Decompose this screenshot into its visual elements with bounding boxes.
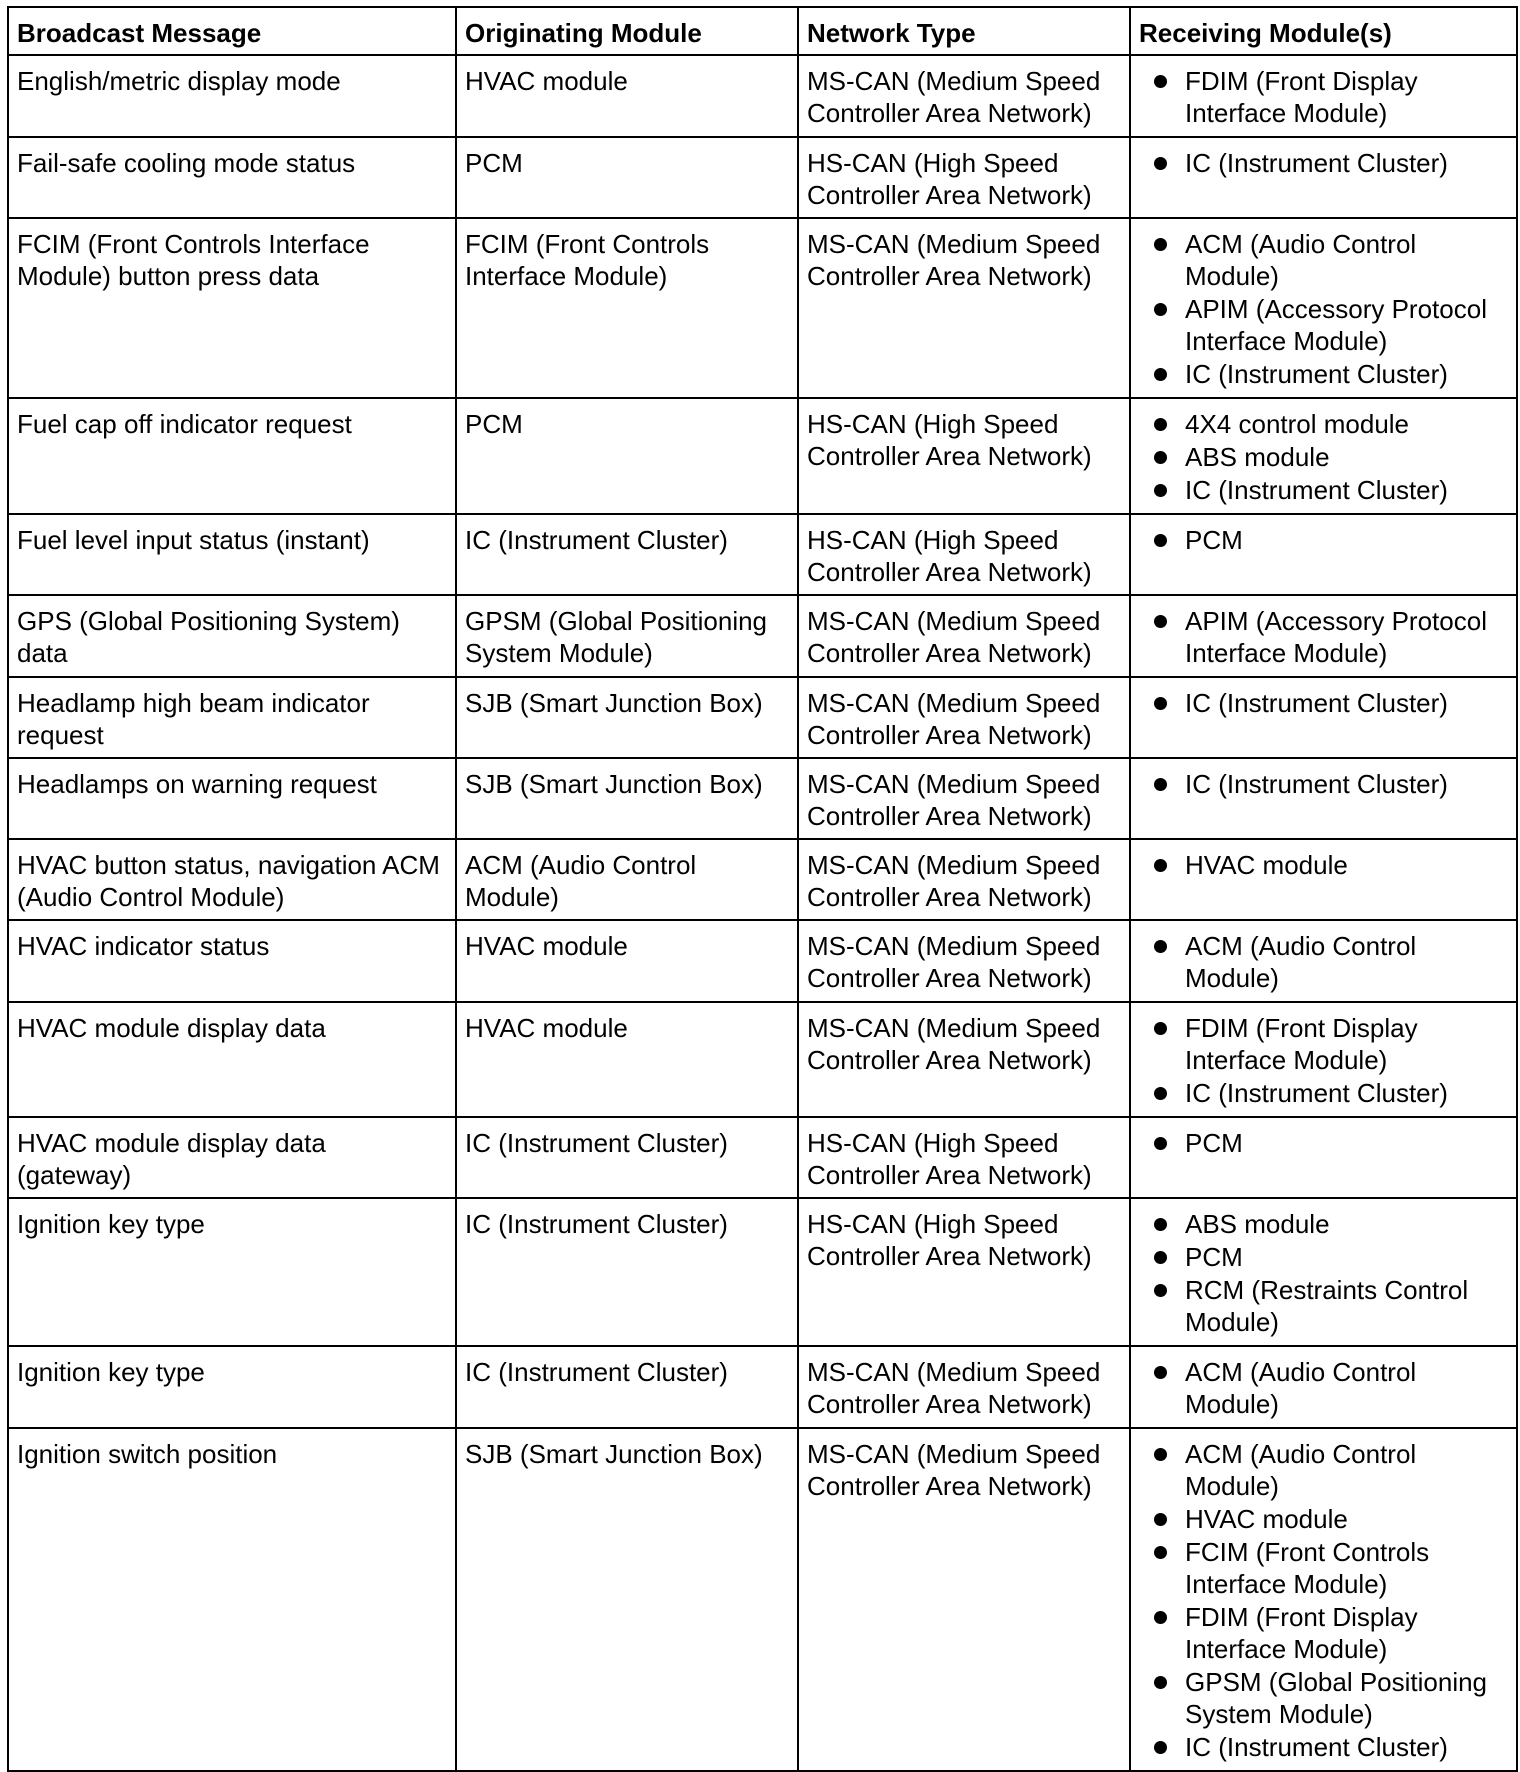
header-receiving-modules: Receiving Module(s) xyxy=(1130,7,1517,55)
cell-receiving-modules xyxy=(1130,398,1517,514)
cell-originating-module: ACM (Audio Control Module) xyxy=(456,839,798,920)
cell-receiving-modules xyxy=(1130,1346,1517,1428)
bullet-icon xyxy=(1154,1741,1167,1754)
bullet-icon xyxy=(1154,1366,1167,1379)
cell-network-type: MS-CAN (Medium Speed Controller Area Network) xyxy=(798,839,1130,920)
bullet-icon xyxy=(1154,238,1167,251)
table-row xyxy=(8,1117,1517,1198)
cell-network-type: MS-CAN (Medium Speed Controller Area Network) xyxy=(798,1428,1130,1771)
bullet-icon xyxy=(1154,1546,1167,1559)
table-row xyxy=(8,1002,1517,1117)
bullet-icon xyxy=(1154,368,1167,381)
list-item xyxy=(1139,1503,1508,1535)
table-body xyxy=(8,55,1517,1771)
cell-receiving-modules xyxy=(1130,595,1517,677)
cell-receiving-modules xyxy=(1130,1002,1517,1117)
bullet-icon xyxy=(1154,778,1167,791)
bullet-icon xyxy=(1154,1676,1167,1689)
table-row xyxy=(8,920,1517,1002)
receiving-module-label: FDIM (Front Display Interface Module) xyxy=(1185,1013,1418,1075)
cell-broadcast-message: Fail-safe cooling mode status xyxy=(8,137,456,218)
bullet-icon xyxy=(1154,940,1167,953)
cell-network-type: MS-CAN (Medium Speed Controller Area Network) xyxy=(798,1002,1130,1117)
bullet-icon xyxy=(1154,75,1167,88)
list-item xyxy=(1139,441,1508,473)
table-row xyxy=(8,218,1517,398)
cell-broadcast-message: Ignition key type xyxy=(8,1346,456,1428)
cell-receiving-modules xyxy=(1130,55,1517,137)
receiving-module-label: GPSM (Global Positioning System Module) xyxy=(1185,1667,1488,1729)
cell-originating-module: HVAC module xyxy=(456,920,798,1002)
bullet-icon xyxy=(1154,1137,1167,1150)
list-item xyxy=(1139,1356,1508,1420)
bullet-icon xyxy=(1154,1022,1167,1035)
cell-network-type: MS-CAN (Medium Speed Controller Area Network) xyxy=(798,218,1130,398)
broadcast-message-table xyxy=(7,6,1518,1772)
cell-broadcast-message: FCIM (Front Controls Interface Module) button press data xyxy=(8,218,456,398)
receiving-module-list xyxy=(1139,147,1508,179)
receiving-module-list xyxy=(1139,228,1508,390)
cell-originating-module: PCM xyxy=(456,137,798,218)
receiving-module-list xyxy=(1139,1208,1508,1338)
cell-originating-module: FCIM (Front Controls Interface Module) xyxy=(456,218,798,398)
receiving-module-label: ACM (Audio Control Module) xyxy=(1185,1439,1417,1501)
receiving-module-label: HVAC module xyxy=(1185,1504,1348,1534)
cell-network-type: MS-CAN (Medium Speed Controller Area Network) xyxy=(798,1346,1130,1428)
cell-network-type: HS-CAN (High Speed Controller Area Network) xyxy=(798,398,1130,514)
list-item xyxy=(1139,358,1508,390)
cell-receiving-modules xyxy=(1130,758,1517,839)
receiving-module-label: ABS module xyxy=(1185,1209,1330,1239)
table-row xyxy=(8,137,1517,218)
bullet-icon xyxy=(1154,1251,1167,1264)
list-item xyxy=(1139,1012,1508,1076)
cell-receiving-modules xyxy=(1130,514,1517,595)
cell-originating-module: HVAC module xyxy=(456,55,798,137)
cell-receiving-modules xyxy=(1130,839,1517,920)
list-item xyxy=(1139,408,1508,440)
cell-receiving-modules xyxy=(1130,1198,1517,1346)
bullet-icon xyxy=(1154,697,1167,710)
bullet-icon xyxy=(1154,303,1167,316)
cell-originating-module: IC (Instrument Cluster) xyxy=(456,1346,798,1428)
bullet-icon xyxy=(1154,615,1167,628)
receiving-module-label: 4X4 control module xyxy=(1185,409,1410,439)
cell-network-type: HS-CAN (High Speed Controller Area Network) xyxy=(798,137,1130,218)
list-item xyxy=(1139,1438,1508,1502)
receiving-module-list xyxy=(1139,930,1508,994)
cell-broadcast-message: HVAC module display data xyxy=(8,1002,456,1117)
list-item xyxy=(1139,293,1508,357)
list-item xyxy=(1139,474,1508,506)
cell-broadcast-message: HVAC button status, navigation ACM (Audio Control Module) xyxy=(8,839,456,920)
cell-originating-module: SJB (Smart Junction Box) xyxy=(456,1428,798,1771)
bullet-icon xyxy=(1154,418,1167,431)
bullet-icon xyxy=(1154,1284,1167,1297)
receiving-module-label: RCM (Restraints Control Module) xyxy=(1185,1275,1469,1337)
list-item xyxy=(1139,228,1508,292)
receiving-module-label: FCIM (Front Controls Interface Module) xyxy=(1185,1537,1430,1599)
list-item xyxy=(1139,1208,1508,1240)
receiving-module-label: ACM (Audio Control Module) xyxy=(1185,1357,1417,1419)
cell-broadcast-message: GPS (Global Positioning System) data xyxy=(8,595,456,677)
bullet-icon xyxy=(1154,859,1167,872)
cell-network-type: MS-CAN (Medium Speed Controller Area Network) xyxy=(798,595,1130,677)
bullet-icon xyxy=(1154,1448,1167,1461)
receiving-module-label: IC (Instrument Cluster) xyxy=(1185,148,1448,178)
receiving-module-label: IC (Instrument Cluster) xyxy=(1185,475,1448,505)
receiving-module-label: HVAC module xyxy=(1185,850,1348,880)
cell-originating-module: GPSM (Global Positioning System Module) xyxy=(456,595,798,677)
list-item xyxy=(1139,1666,1508,1730)
list-item xyxy=(1139,1536,1508,1600)
list-item xyxy=(1139,1241,1508,1273)
list-item xyxy=(1139,65,1508,129)
table-row xyxy=(8,1346,1517,1428)
cell-originating-module: IC (Instrument Cluster) xyxy=(456,514,798,595)
receiving-module-list xyxy=(1139,768,1508,800)
receiving-module-label: FDIM (Front Display Interface Module) xyxy=(1185,66,1418,128)
cell-originating-module: IC (Instrument Cluster) xyxy=(456,1117,798,1198)
receiving-module-label: ABS module xyxy=(1185,442,1330,472)
list-item xyxy=(1139,1601,1508,1665)
list-item xyxy=(1139,605,1508,669)
cell-network-type: HS-CAN (High Speed Controller Area Network) xyxy=(798,514,1130,595)
receiving-module-label: APIM (Accessory Protocol Interface Module) xyxy=(1185,294,1487,356)
list-item xyxy=(1139,849,1508,881)
cell-network-type: MS-CAN (Medium Speed Controller Area Network) xyxy=(798,758,1130,839)
cell-receiving-modules xyxy=(1130,1428,1517,1771)
receiving-module-label: ACM (Audio Control Module) xyxy=(1185,931,1417,993)
receiving-module-label: IC (Instrument Cluster) xyxy=(1185,359,1448,389)
receiving-module-label: PCM xyxy=(1185,525,1243,555)
receiving-module-label: ACM (Audio Control Module) xyxy=(1185,229,1417,291)
table-row xyxy=(8,1428,1517,1771)
cell-network-type: MS-CAN (Medium Speed Controller Area Network) xyxy=(798,677,1130,758)
cell-originating-module: HVAC module xyxy=(456,1002,798,1117)
cell-broadcast-message: HVAC module display data (gateway) xyxy=(8,1117,456,1198)
table-row xyxy=(8,514,1517,595)
table-row xyxy=(8,55,1517,137)
cell-receiving-modules xyxy=(1130,218,1517,398)
receiving-module-label: APIM (Accessory Protocol Interface Module) xyxy=(1185,606,1487,668)
receiving-module-label: IC (Instrument Cluster) xyxy=(1185,688,1448,718)
table-row xyxy=(8,758,1517,839)
list-item xyxy=(1139,768,1508,800)
receiving-module-list xyxy=(1139,1012,1508,1109)
cell-receiving-modules xyxy=(1130,920,1517,1002)
receiving-module-label: PCM xyxy=(1185,1128,1243,1158)
cell-broadcast-message: Headlamps on warning request xyxy=(8,758,456,839)
bullet-icon xyxy=(1154,157,1167,170)
list-item xyxy=(1139,1127,1508,1159)
receiving-module-label: IC (Instrument Cluster) xyxy=(1185,1732,1448,1762)
bullet-icon xyxy=(1154,451,1167,464)
cell-originating-module: PCM xyxy=(456,398,798,514)
table-row xyxy=(8,1198,1517,1346)
header-originating-module: Originating Module xyxy=(456,7,798,55)
cell-originating-module: IC (Instrument Cluster) xyxy=(456,1198,798,1346)
receiving-module-list xyxy=(1139,849,1508,881)
list-item xyxy=(1139,524,1508,556)
receiving-module-label: FDIM (Front Display Interface Module) xyxy=(1185,1602,1418,1664)
bullet-icon xyxy=(1154,1611,1167,1624)
cell-receiving-modules xyxy=(1130,677,1517,758)
receiving-module-list xyxy=(1139,408,1508,506)
header-network-type: Network Type xyxy=(798,7,1130,55)
cell-receiving-modules xyxy=(1130,1117,1517,1198)
cell-network-type: HS-CAN (High Speed Controller Area Network) xyxy=(798,1117,1130,1198)
cell-broadcast-message: Fuel cap off indicator request xyxy=(8,398,456,514)
cell-broadcast-message: Fuel level input status (instant) xyxy=(8,514,456,595)
receiving-module-label: PCM xyxy=(1185,1242,1243,1272)
cell-broadcast-message: HVAC indicator status xyxy=(8,920,456,1002)
receiving-module-label: IC (Instrument Cluster) xyxy=(1185,769,1448,799)
receiving-module-list xyxy=(1139,1356,1508,1420)
list-item xyxy=(1139,147,1508,179)
cell-broadcast-message: Ignition key type xyxy=(8,1198,456,1346)
list-item xyxy=(1139,1731,1508,1763)
cell-broadcast-message: Headlamp high beam indicator request xyxy=(8,677,456,758)
receiving-module-list xyxy=(1139,1127,1508,1159)
bullet-icon xyxy=(1154,1087,1167,1100)
header-broadcast-message: Broadcast Message xyxy=(8,7,456,55)
bullet-icon xyxy=(1154,484,1167,497)
receiving-module-list xyxy=(1139,605,1508,669)
cell-broadcast-message: Ignition switch position xyxy=(8,1428,456,1771)
bullet-icon xyxy=(1154,1513,1167,1526)
list-item xyxy=(1139,1077,1508,1109)
receiving-module-list xyxy=(1139,65,1508,129)
list-item xyxy=(1139,1274,1508,1338)
table-row xyxy=(8,595,1517,677)
cell-broadcast-message: English/metric display mode xyxy=(8,55,456,137)
list-item xyxy=(1139,930,1508,994)
receiving-module-list xyxy=(1139,687,1508,719)
table-row xyxy=(8,677,1517,758)
receiving-module-list xyxy=(1139,1438,1508,1763)
list-item xyxy=(1139,687,1508,719)
cell-network-type: HS-CAN (High Speed Controller Area Network) xyxy=(798,1198,1130,1346)
cell-originating-module: SJB (Smart Junction Box) xyxy=(456,677,798,758)
receiving-module-label: IC (Instrument Cluster) xyxy=(1185,1078,1448,1108)
bullet-icon xyxy=(1154,534,1167,547)
receiving-module-list xyxy=(1139,524,1508,556)
cell-network-type: MS-CAN (Medium Speed Controller Area Network) xyxy=(798,55,1130,137)
table-row xyxy=(8,398,1517,514)
bullet-icon xyxy=(1154,1218,1167,1231)
cell-receiving-modules xyxy=(1130,137,1517,218)
cell-originating-module: SJB (Smart Junction Box) xyxy=(456,758,798,839)
cell-network-type: MS-CAN (Medium Speed Controller Area Network) xyxy=(798,920,1130,1002)
header-row xyxy=(8,7,1517,55)
table-row xyxy=(8,839,1517,920)
